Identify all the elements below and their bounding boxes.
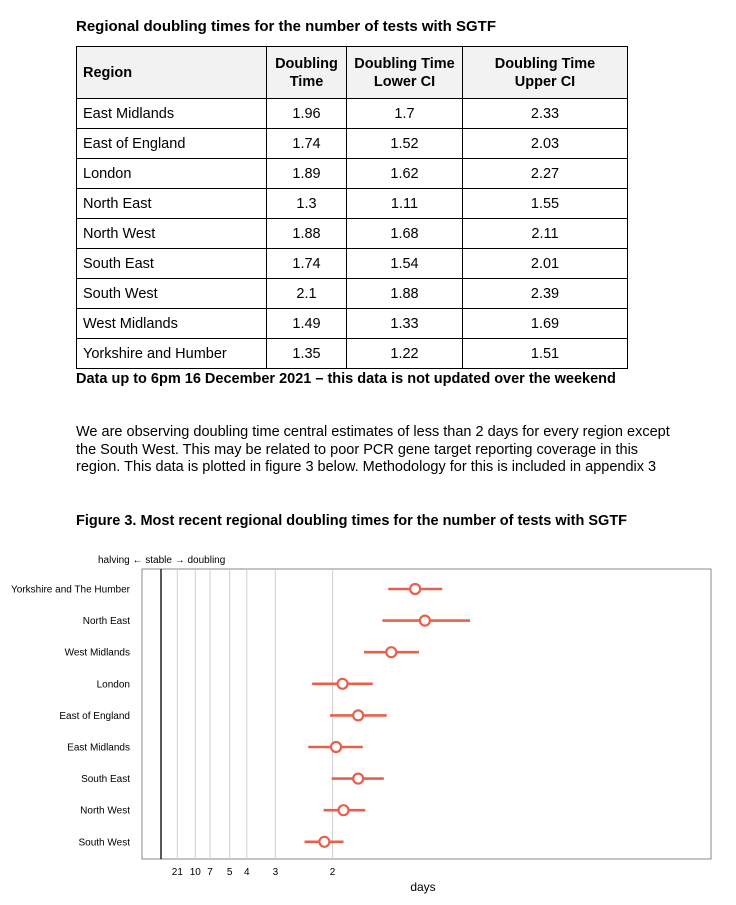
region-label: South West	[78, 837, 130, 849]
cell-doubling: 1.49	[267, 309, 347, 339]
table-row	[77, 129, 628, 159]
point-estimate	[386, 647, 396, 657]
table-row	[77, 99, 628, 129]
region-label: West Midlands	[64, 647, 130, 659]
header-upper-ci: Doubling Time Upper CI	[463, 47, 628, 99]
table-row	[77, 279, 628, 309]
cell-doubling: 1.3	[267, 189, 347, 219]
region-label: London	[96, 679, 130, 691]
point-estimate	[339, 805, 349, 815]
table-row	[77, 159, 628, 189]
cell-upper: 2.27	[463, 159, 628, 189]
x-tick-label: 2	[329, 867, 336, 878]
cell-lower: 1.33	[347, 309, 463, 339]
point-estimate	[319, 837, 329, 847]
x-tick-label: 21	[171, 867, 183, 878]
table-row	[77, 189, 628, 219]
cell-upper: 2.11	[463, 219, 628, 249]
figure-title: Figure 3. Most recent regional doubling times for the number of tests with SGTF	[76, 513, 628, 529]
point-estimate	[331, 742, 341, 752]
table-row	[77, 249, 628, 279]
cell-doubling: 2.1	[267, 279, 347, 309]
region-label: South East	[81, 774, 130, 786]
cell-upper: 1.69	[463, 309, 628, 339]
region-label: North West	[80, 805, 130, 817]
cell-upper: 1.51	[463, 339, 628, 369]
cell-region: East Midlands	[77, 99, 267, 129]
point-estimate	[420, 616, 430, 626]
body-paragraph: We are observing doubling time central estimates of less than 2 days for every region except the South West. This may be related to poor PCR gene target reporting coverage in this region. This data is plotted in figure 3 below. Methodology for this is included in appendix 3	[76, 424, 670, 475]
cell-upper: 2.03	[463, 129, 628, 159]
cell-region: North East	[77, 189, 267, 219]
cell-lower: 1.11	[347, 189, 463, 219]
cell-upper: 1.55	[463, 189, 628, 219]
cell-doubling: 1.74	[267, 249, 347, 279]
point-estimate	[338, 679, 348, 689]
table-row	[77, 339, 628, 369]
region-label: North East	[82, 616, 130, 628]
x-tick-label: 4	[243, 867, 250, 878]
x-tick-label: 7	[207, 867, 213, 878]
header-doubling-time: Doubling Time	[267, 47, 347, 99]
region-label: East of England	[59, 710, 130, 722]
cell-region: London	[77, 159, 267, 189]
cell-doubling: 1.88	[267, 219, 347, 249]
cell-upper: 2.39	[463, 279, 628, 309]
cell-lower: 1.7	[347, 99, 463, 129]
cell-lower: 1.62	[347, 159, 463, 189]
cell-doubling: 1.74	[267, 129, 347, 159]
cell-region: South East	[77, 249, 267, 279]
cell-region: Yorkshire and Humber	[77, 339, 267, 369]
header-region: Region	[77, 47, 267, 99]
cell-region: North West	[77, 219, 267, 249]
cell-region: West Midlands	[77, 309, 267, 339]
header-lower-ci: Doubling Time Lower CI	[347, 47, 463, 99]
cell-region: South West	[77, 279, 267, 309]
doubling-times-table	[76, 46, 628, 369]
halving-doubling-label: halving ← stable → doubling	[98, 555, 226, 566]
cell-upper: 2.01	[463, 249, 628, 279]
x-tick-label: 3	[272, 867, 279, 878]
table-row	[77, 309, 628, 339]
point-estimate	[410, 584, 420, 594]
cell-lower: 1.52	[347, 129, 463, 159]
cell-lower: 1.54	[347, 249, 463, 279]
table-row	[77, 219, 628, 249]
point-estimate	[353, 710, 363, 720]
point-estimate	[353, 774, 363, 784]
cell-lower: 1.88	[347, 279, 463, 309]
cell-doubling: 1.35	[267, 339, 347, 369]
plot-frame	[142, 569, 711, 859]
region-label: Yorkshire and The Humber	[11, 584, 130, 596]
cell-doubling: 1.89	[267, 159, 347, 189]
x-tick-label: 10	[189, 867, 201, 878]
region-label: East Midlands	[67, 742, 130, 754]
x-axis-title: days	[410, 880, 436, 894]
cell-region: East of England	[77, 129, 267, 159]
table-title: Regional doubling times for the number of tests with SGTF	[76, 18, 497, 35]
data-note: Data up to 6pm 16 December 2021 – this data is not updated over the weekend	[76, 371, 616, 387]
x-tick-label: 5	[226, 867, 233, 878]
cell-doubling: 1.96	[267, 99, 347, 129]
cell-upper: 2.33	[463, 99, 628, 129]
doubling-times-chart	[0, 548, 736, 900]
table-header-row	[77, 47, 628, 99]
cell-lower: 1.68	[347, 219, 463, 249]
cell-lower: 1.22	[347, 339, 463, 369]
